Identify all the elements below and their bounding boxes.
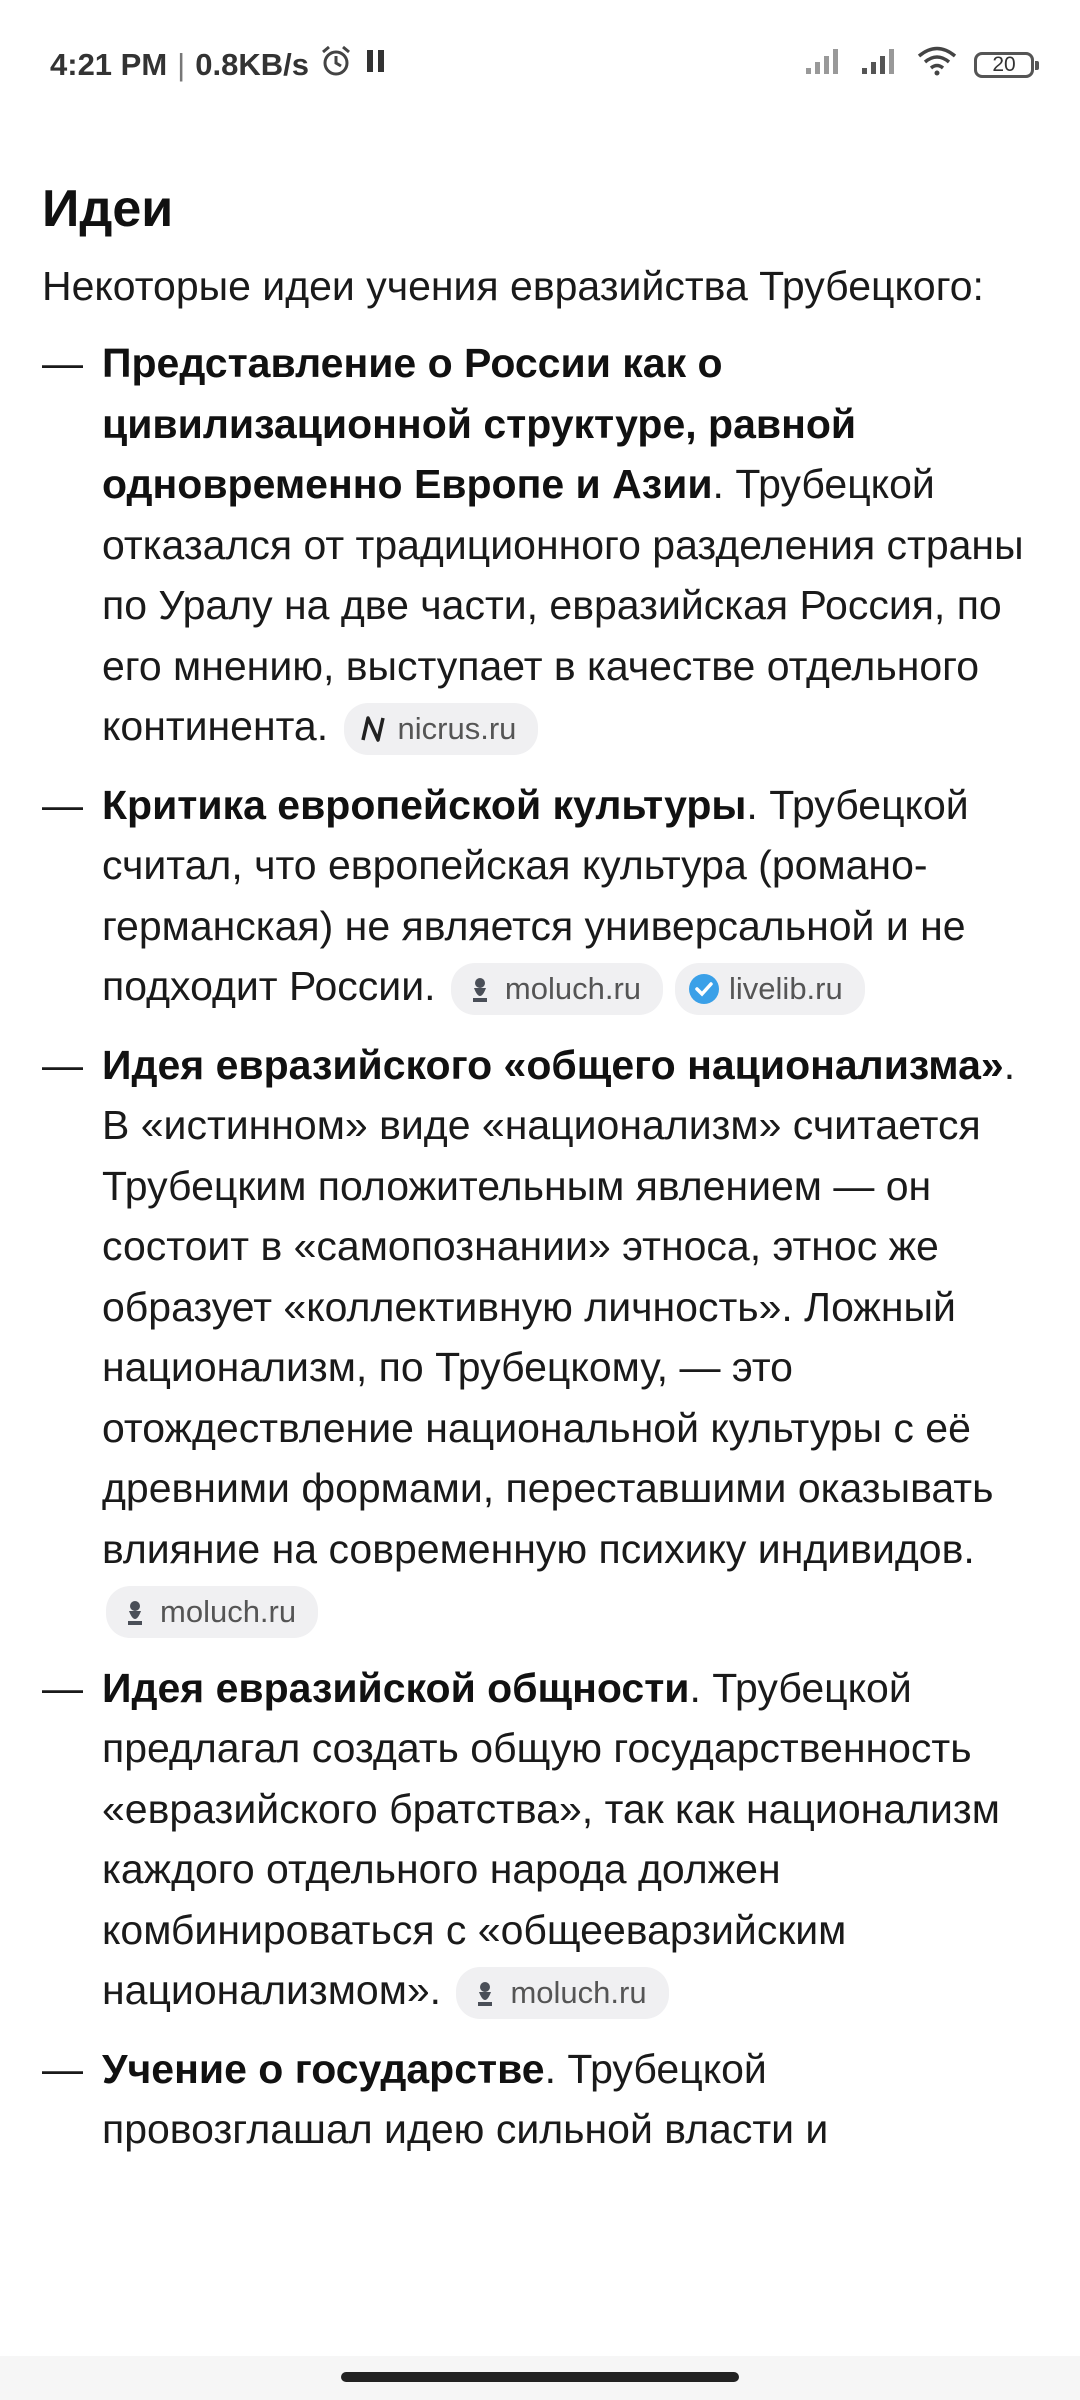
signal-icon [860,46,900,84]
source-label: moluch.ru [504,971,642,1007]
status-bar-right [804,46,1034,84]
signal-icon [804,46,844,84]
list-dash: — [42,1041,83,1088]
idea-text: . В «истинном» виде «национализм» считается Трубецким положительным явлением — он состоит в «самопознании» этноса, этнос же образует «коллективную личность». Ложный национализм, по Трубецкому, — это отождествление национальной культуры с её древними формами, переставшими оказывать влияние на современную психику индивидов. [102,1041,1016,1572]
status-separator: | [177,47,186,82]
moluch-logo-icon [468,1976,502,2010]
idea-title: Идея евразийского «общего национализма» [102,1041,1004,1088]
source-label: moluch.ru [510,1975,647,2011]
list-item [42,2039,1040,2160]
list-item [42,1658,1040,2021]
idea-text: . Трубецкой считал, что европейская культура (романо-германская) не является универсальной и не подходит России. [102,781,969,1009]
list-item [42,775,1040,1017]
source-chip[interactable] [456,1967,668,2019]
network-speed: 0.8KB/s [195,47,309,82]
source-label: moluch.ru [160,1594,297,1630]
idea-text: . Трубецкой предлагал создать общую государственность «евразийского братства», так как национализм каждого отдельного народа должен комбинироваться с «общееварзийским национализмом». [102,1664,1000,2013]
source-chip[interactable] [451,963,663,1015]
nicrus-logo-icon [356,712,390,746]
list-item [42,1035,1040,1640]
source-label: nicrus.ru [397,711,517,747]
intro-text: Некоторые идеи учения евразийства Трубецкого: [42,263,984,309]
wifi-icon [916,46,958,84]
status-time: 4:21 PM [50,47,168,82]
moluch-logo-icon [463,972,497,1006]
moluch-logo-icon [118,1595,152,1629]
source-label: livelib.ru [729,971,843,1007]
idea-title: Представление о России как о цивилизационной структуре, равной одновременно Европе и Азии [102,340,857,507]
pause-icon [363,46,389,84]
section-heading: Идеи [42,180,174,238]
status-bar-left [50,44,389,86]
livelib-logo-icon [687,972,721,1006]
list-dash: — [42,340,83,386]
article-content [42,172,1040,2178]
idea-title: Идея евразийской общности [102,1664,690,1711]
source-chip[interactable] [344,703,539,755]
source-chip[interactable] [675,963,865,1015]
status-bar [0,0,1080,130]
source-chip[interactable] [106,1586,318,1638]
alarm-icon [319,44,353,86]
idea-text: . Трубецкой провозглашал идею сильной власти и [102,2045,829,2152]
list-dash: — [42,1664,83,1711]
idea-text: . Трубецкой отказался от традиционного разделения страны по Уралу на две части, евразийская Россия, по его мнению, выступает в качестве отдельного континента. [102,461,1024,749]
idea-title: Учение о государстве [102,2045,545,2092]
list-dash: — [42,781,83,828]
list-item [42,333,1040,757]
home-indicator[interactable] [341,2372,739,2382]
list-dash: — [42,2045,83,2092]
battery-icon: 20 [974,52,1034,78]
ideas-list [42,333,1040,2160]
idea-title: Критика европейской культуры [102,781,747,828]
